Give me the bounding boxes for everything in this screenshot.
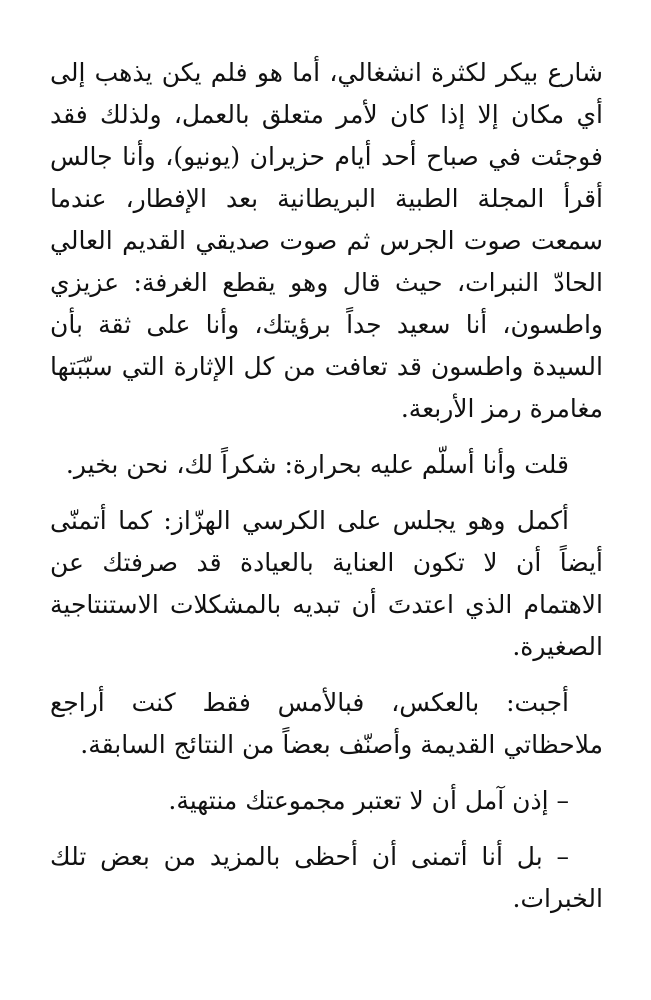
paragraph-rocking-chair: أكمل وهو يجلس على الكرسي الهزّاز: كما أتمنّى أيضاً أن لا تكون العناية بالعيادة قد صرفتك عن الاهتمام الذي اعتدتَ أن تبديه بالمشكلات الاستنتاجية الصغيرة. xyxy=(50,506,603,661)
paragraph-opening: شارع بيكر لكثرة انشغالي، أما هو فلم يكن يذهب إلى أي مكان إلا إذا كان لأمر متعلق بالعمل، ولذلك فقد فوجئت في صباح أحد أيام حزيران (يونيو)، وأنا جالس أقرأ المجلة الطبية البريطانية بعد الإفطار، عندما سمعت صوت الجرس ثم صوت صديقي القديم العالي الحادّ النبرات، حيث قال وهو يقطع الغرفة: عزيزي واطسون، أنا سعيد جداً برؤيتك، وأنا على ثقة بأن السيدة واطسون قد تعافت من كل الإثارة التي سبّبَتها مغامرة رمز الأربعة. xyxy=(50,58,603,423)
dialogue-line-more-experiences: – بل أنا أتمنى أن أحظى بالمزيد من بعض تلك الخبرات. xyxy=(50,842,603,913)
dialogue-line-collection: – إذن آمل أن لا تعتبر مجموعتك منتهية. xyxy=(168,786,569,815)
paragraph-old-notes: أجبت: بالعكس، فبالأمس فقط كنت أراجع ملاحظاتي القديمة وأصنّف بعضاً من النتائج السابقة. xyxy=(50,688,603,759)
paragraph-thanks-reply: قلت وأنا أسلّم عليه بحرارة: شكراً لك، نحن بخير. xyxy=(65,450,569,479)
